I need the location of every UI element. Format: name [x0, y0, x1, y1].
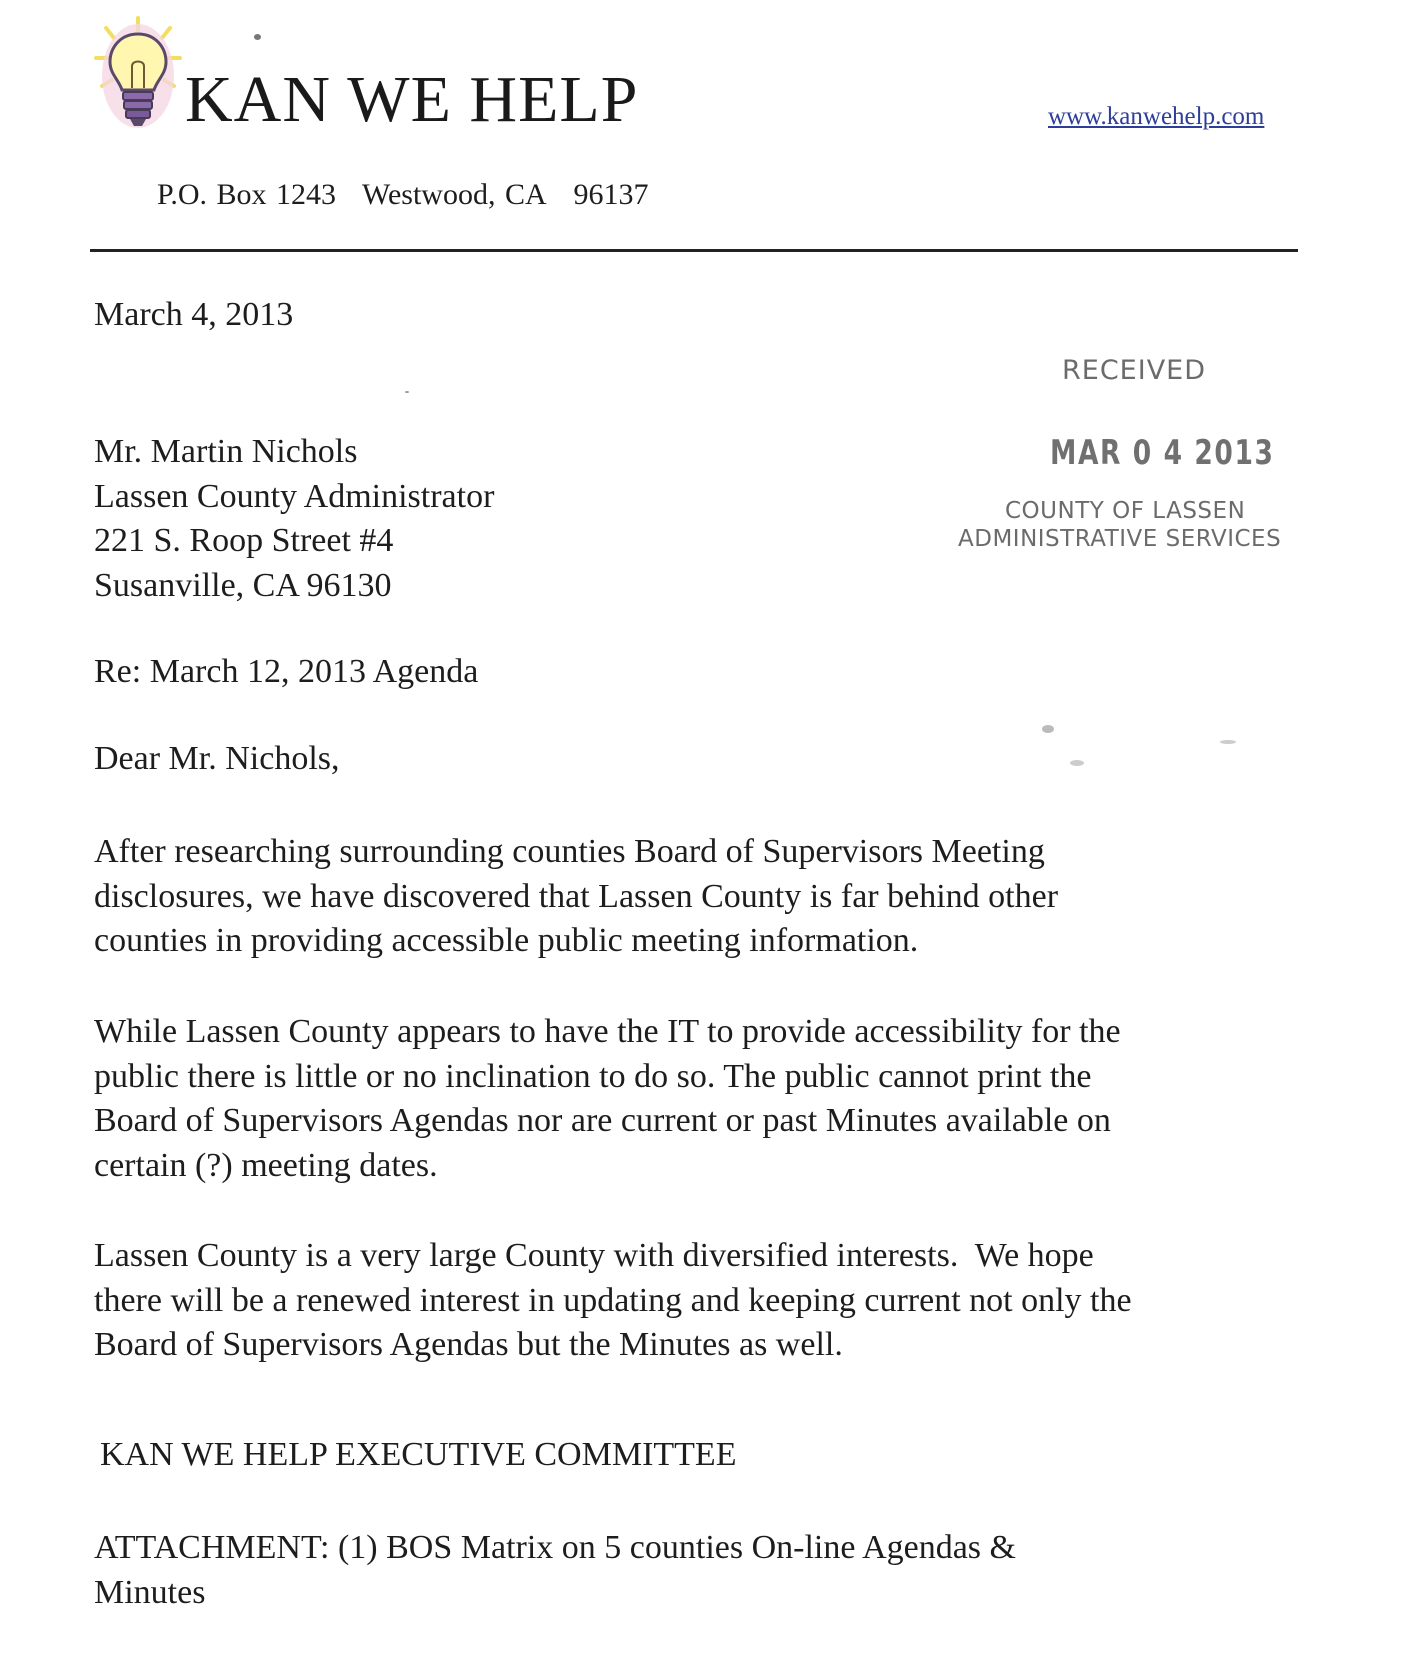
lightbulb-icon: [92, 14, 184, 134]
body-paragraph-3: [94, 1234, 1132, 1368]
scan-speck: [405, 391, 409, 393]
recipient-name: Mr. Martin Nichols: [94, 433, 358, 470]
recipient-address-block: [94, 430, 494, 608]
paragraph-line: public there is little or no inclination to do so. The public cannot print the: [94, 1057, 1092, 1095]
body-paragraph-1: [94, 830, 1058, 964]
paragraph-line: While Lassen County appears to have the IT to provide accessibility for the: [94, 1013, 1121, 1050]
organization-name: KAN WE HELP: [185, 63, 639, 136]
paragraph-line: counties in providing accessible public meeting information.: [94, 922, 919, 960]
header-divider: [90, 249, 1298, 252]
paragraph-line: Board of Supervisors Agendas nor are current or past Minutes available on: [94, 1102, 1111, 1140]
paragraph-line: there will be a renewed interest in updating and keeping current not only the: [94, 1281, 1132, 1319]
paragraph-line: Board of Supervisors Agendas but the Minutes as well.: [94, 1326, 843, 1364]
scan-speck: [1042, 725, 1054, 733]
paragraph-line: disclosures, we have discovered that Lassen County is far behind other: [94, 877, 1059, 915]
body-paragraph-2: [94, 1010, 1121, 1188]
received-stamp-date: MAR 0 4 2013: [1050, 433, 1275, 473]
subject-line: Re: March 12, 2013 Agenda: [94, 653, 479, 690]
recipient-title: Lassen County Administrator: [94, 477, 495, 515]
salutation: Dear Mr. Nichols,: [94, 740, 340, 777]
scan-speck: [1220, 740, 1236, 744]
closing-signature: KAN WE HELP EXECUTIVE COMMITTEE: [100, 1436, 737, 1473]
attachment-note: [94, 1526, 1016, 1615]
paragraph-line: Lassen County is a very large County with diversified interests. We hope: [94, 1237, 1094, 1274]
paragraph-line: After researching surrounding counties Board of Supervisors Meeting: [94, 833, 1045, 870]
recipient-street: 221 S. Roop Street #4: [94, 522, 394, 560]
received-stamp-county: COUNTY OF LASSEN: [1005, 498, 1246, 524]
po-box: P.O. Box 1243: [157, 178, 337, 211]
attachment-line: ATTACHMENT: (1) BOS Matrix on 5 counties On-line Agendas &: [94, 1529, 1016, 1566]
received-stamp-title: RECEIVED: [1062, 355, 1207, 386]
letterhead-address: [157, 178, 648, 212]
city-state-zip: Westwood, CA 96137: [362, 178, 649, 211]
received-stamp-department: ADMINISTRATIVE SERVICES: [958, 526, 1282, 552]
paragraph-line: certain (?) meeting dates.: [94, 1146, 438, 1184]
scan-speck: [254, 34, 261, 40]
attachment-line: Minutes: [94, 1573, 206, 1611]
letter-date: March 4, 2013: [94, 296, 294, 333]
scan-speck: [1070, 760, 1084, 766]
recipient-city: Susanville, CA 96130: [94, 566, 392, 604]
website-link[interactable]: www.kanwehelp.com: [1048, 103, 1265, 130]
